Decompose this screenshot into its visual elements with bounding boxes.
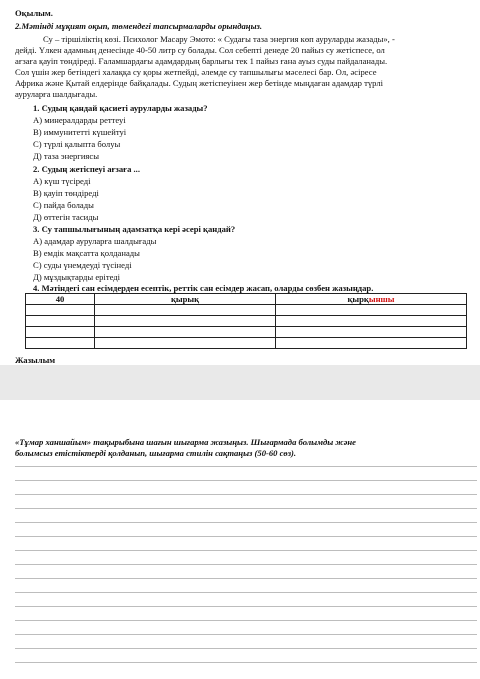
writing-line	[15, 634, 477, 635]
table-row	[26, 305, 467, 316]
writing-line	[15, 508, 477, 509]
table-header-cell: 40	[26, 294, 95, 305]
header-word-suffix: ыншы	[368, 294, 395, 304]
writing-page	[0, 400, 480, 679]
writing-line	[15, 494, 477, 495]
question-3: 3. Су тапшылығының адамзатқа кері әсері қандай?	[33, 224, 236, 234]
page-gap	[0, 365, 480, 400]
writing-line	[15, 592, 477, 593]
question-2: 2. Судың жетіспеуі ағзаға ...	[33, 164, 140, 174]
table-header-cell: қырық	[95, 294, 276, 305]
option-q2-b: В) қауіп төндіреді	[33, 188, 99, 198]
table-header-row	[26, 294, 467, 305]
table-row	[26, 316, 467, 327]
table-row	[26, 338, 467, 349]
option-q3-c: С) суды үнемдеуді түсінеді	[33, 260, 132, 270]
task-title: 2.Мәтінді мұқият оқып, төмендегі тапсырмаларды орындаңыз.	[15, 21, 263, 31]
writing-line	[15, 550, 477, 551]
writing-line	[15, 620, 477, 621]
numerals-table	[25, 293, 467, 349]
table-header-cell	[276, 294, 467, 305]
writing-line	[15, 522, 477, 523]
paragraph-line: Су – тіршіліктің көзі. Психолог Масару Эмото: « Судағы таза энергия көп ауруларды жазады», -	[43, 34, 395, 44]
option-q2-a: А) күш түсіреді	[33, 176, 91, 186]
writing-task-line: «Тұмар ханшайым» тақырыбына шағын шығарма жазыңыз. Шығармада болымды және	[15, 437, 356, 447]
writing-line	[15, 578, 477, 579]
paragraph-line: Сол үшін жер бетіндегі халаққа су қоры жетпейді, әлемде су тапшылығы мәселесі бар. Ол, әсіресе	[15, 67, 377, 77]
option-q3-d: Д) мұздықтарды ерітеді	[33, 272, 121, 282]
paragraph-line: ауруларға шалдығады.	[15, 89, 98, 99]
option-q1-a: А) минералдарды реттеуі	[33, 115, 126, 125]
writing-line	[15, 648, 477, 649]
writing-line	[15, 480, 477, 481]
option-q3-b: В) емдік мақсатта қолданады	[33, 248, 140, 258]
option-q2-d: Д) өттегін тасиды	[33, 212, 99, 222]
header-word-prefix: қырқ	[347, 294, 369, 304]
writing-line	[15, 606, 477, 607]
writing-line	[15, 466, 477, 467]
table-row	[26, 327, 467, 338]
writing-task-line: болымсыз етістіктерді қолданып, шығарма стилін сақтаңыз (50-60 сөз).	[15, 448, 297, 458]
task4-instruction: 4. Мәтіндегі сан есімдерден есептік, реттік сан есімдер жасап, оларды сөзбен жазыңдар.	[33, 283, 374, 293]
writing-line	[15, 564, 477, 565]
paragraph-line: дейді. Үлкен адамның денесінде 40-50 литр су болады. Сол себепті денеде 20 пайыз су жетіспесе, ол	[15, 45, 385, 55]
writing-line	[15, 662, 477, 663]
option-q3-a: А) адамдар ауруларға шалдығады	[33, 236, 157, 246]
question-1: 1. Судың қандай қасиеті ауруларды жазады?	[33, 103, 208, 113]
option-q1-b: В) иммунитетті күшейтуі	[33, 127, 127, 137]
section-title-writing: Жазылым	[15, 355, 56, 365]
option-q1-c: С) түрлі қалыпта болуы	[33, 139, 121, 149]
option-q1-d: Д) таза энергиясы	[33, 151, 99, 161]
paragraph-line: ағзаға қауіп төндіреді. Ғаламшардағы адамдардың барлығы тек 1 пайыз ғана ауыз суды пайдаланады.	[15, 56, 388, 66]
paragraph-line: Африка және Қытай елдерінде байқалады. Судың жетіспеуінен жер бетінде мыңдаған адамдар түрлі	[15, 78, 384, 88]
option-q2-c: С) пайда болады	[33, 200, 94, 210]
section-title-reading: Оқылым.	[15, 8, 53, 18]
writing-line	[15, 536, 477, 537]
